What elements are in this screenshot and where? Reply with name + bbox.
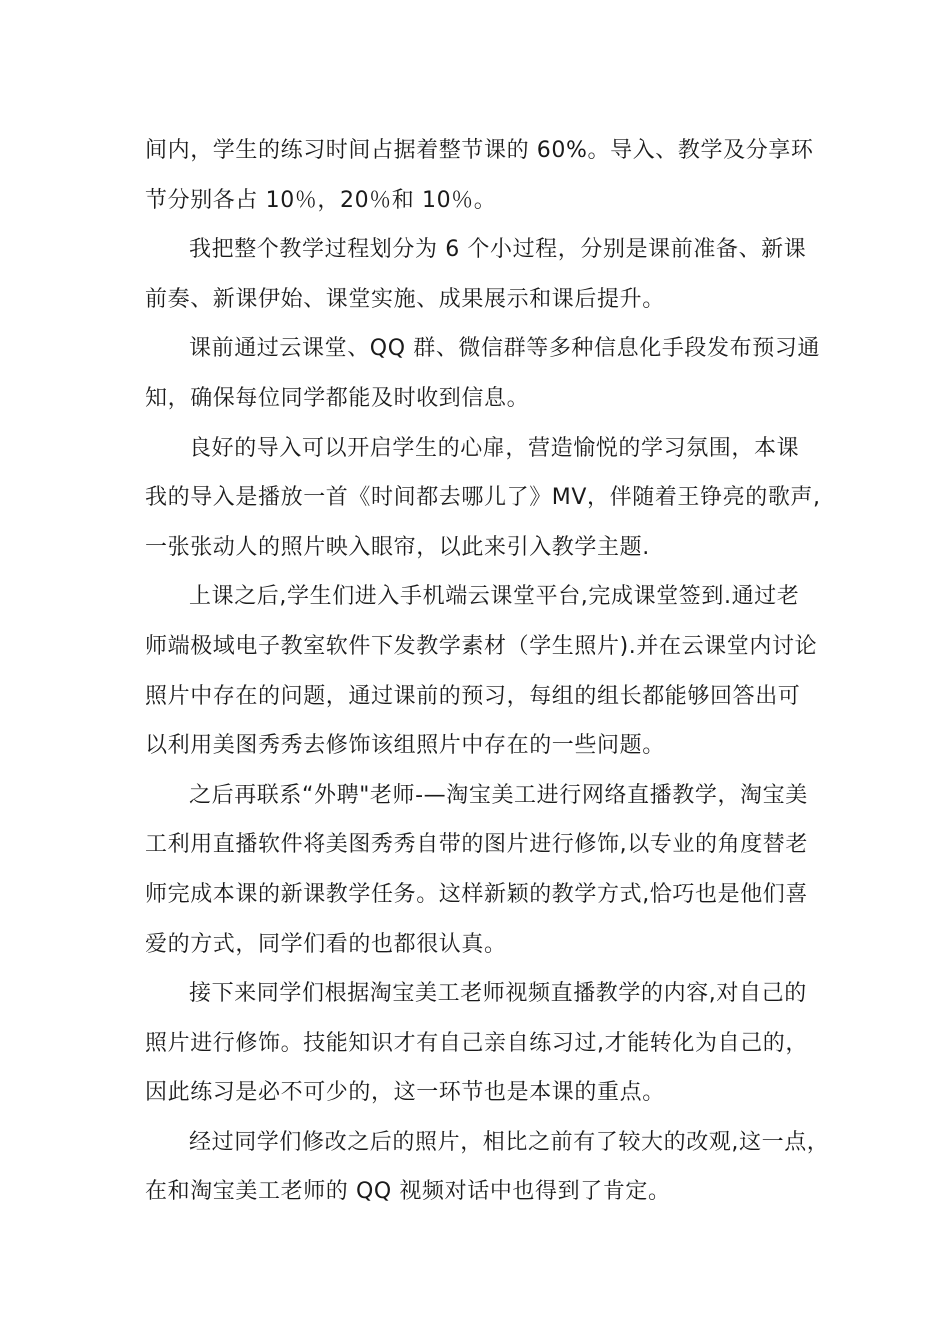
text-line: 照片进行修饰。技能知识才有自己亲自练习过,才能转化为自己的， [145, 1030, 808, 1056]
text-line: 经过同学们修改之后的照片，相比之前有了较大的改观,这一点， [189, 1129, 830, 1155]
text-line: 在和淘宝美工老师的 QQ 视频对话中也得到了肯定。 [145, 1179, 671, 1205]
body-text [145, 126, 830, 1217]
paragraph-5 [145, 572, 825, 770]
paragraph-1 [145, 126, 825, 225]
paragraph-8 [145, 1118, 830, 1217]
paragraph-4 [145, 424, 825, 573]
text-line: 因此练习是必不可少的，这一环节也是本课的重点。 [145, 1080, 665, 1106]
text-line: 节分别各占 10％，20％和 10％。 [145, 187, 497, 213]
text-line: 之后再联系“外聘"老师-—淘宝美工进行网络直播教学，淘宝美 [189, 782, 808, 808]
text-line: 爱的方式，同学们看的也都很认真。 [145, 931, 507, 957]
text-line: 工利用直播软件将美图秀秀自带的图片进行修饰,以专业的角度替老 [145, 832, 808, 858]
text-line: 师端极域电子教室软件下发教学素材（学生照片).并在云课堂内讨论 [145, 633, 818, 659]
paragraph-2 [145, 225, 825, 324]
paragraph-6 [145, 771, 825, 969]
text-line: 一张张动人的照片映入眼帘，以此来引入教学主题. [145, 534, 650, 560]
paragraph-7 [145, 969, 825, 1118]
text-line: 知，确保每位同学都能及时收到信息。 [145, 385, 530, 411]
paragraph-3 [145, 324, 825, 423]
text-line: 上课之后,学生们进入手机端云课堂平台,完成课堂签到.通过老 [189, 584, 800, 610]
text-line: 我把整个教学过程划分为 6 个小过程，分别是课前准备、新课 [189, 237, 807, 263]
text-line: 师完成本课的新课教学任务。这样新颖的教学方式,恰巧也是他们喜 [145, 881, 808, 907]
text-line: 照片中存在的问题，通过课前的预习，每组的组长都能够回答出可 [145, 683, 801, 709]
text-line: 以利用美图秀秀去修饰该组照片中存在的一些问题。 [145, 733, 665, 759]
text-line: 前奏、新课伊始、课堂实施、成果展示和课后提升。 [145, 286, 665, 312]
text-line: 间内，学生的练习时间占据着整节课的 60%。导入、教学及分享环 [145, 138, 814, 163]
text-line: 我的导入是播放一首《时间都去哪儿了》MV，伴随着王铮亮的歌声, [145, 485, 821, 511]
text-line: 课前通过云课堂、QQ 群、微信群等多种信息化手段发布预习通 [189, 336, 821, 362]
text-line: 良好的导入可以开启学生的心扉，营造愉悦的学习氛围，本课 [189, 435, 800, 461]
text-line: 接下来同学们根据淘宝美工老师视频直播教学的内容,对自己的 [189, 981, 807, 1007]
